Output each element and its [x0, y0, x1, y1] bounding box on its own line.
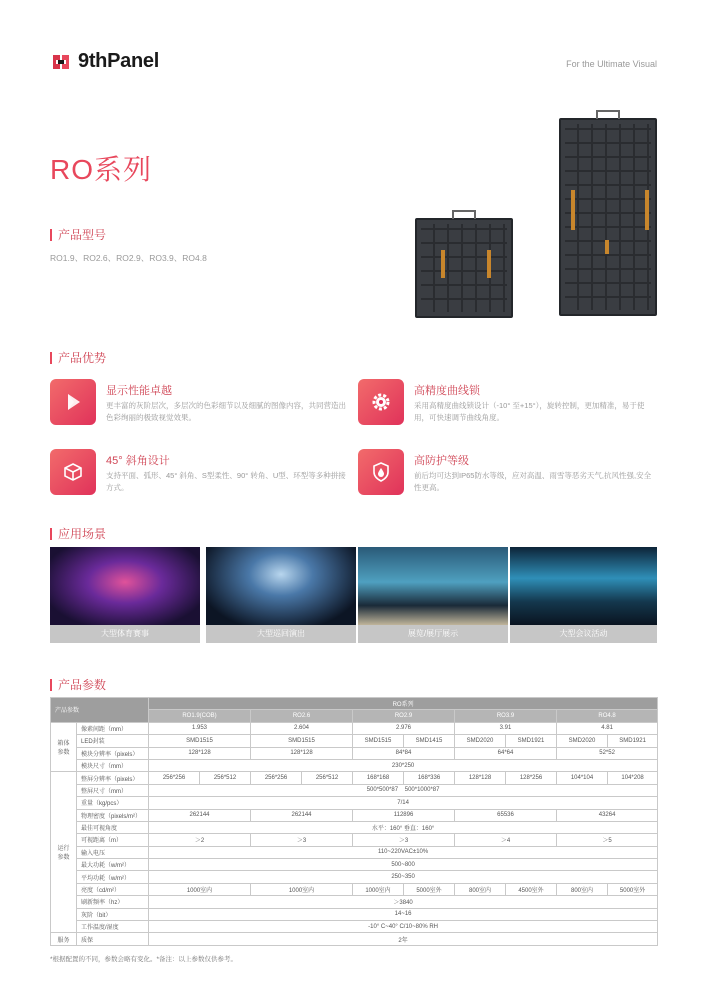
table-corner: 产品参数 — [51, 698, 149, 723]
feature-protection — [358, 449, 658, 495]
table-cell: 3.91 — [455, 722, 557, 734]
section-models-label: 产品型号 — [58, 228, 107, 242]
scene-concert — [206, 547, 356, 643]
table-cell: 128*128 — [455, 772, 506, 784]
section-params-label: 产品参数 — [58, 678, 107, 692]
section-advantages-heading — [50, 349, 106, 366]
table-cell: 65536 — [455, 809, 557, 821]
table-cell: 1000室内 — [251, 883, 353, 895]
table-cell: 1.953 — [149, 722, 251, 734]
brand-name: 9thPanel — [78, 50, 159, 72]
table-cell: SMD2020 — [455, 735, 506, 747]
table-cell: 2年 — [149, 933, 658, 945]
group-cabinet-label: 箱体 参数 — [51, 722, 77, 772]
row-label: LED封装 — [77, 735, 149, 747]
table-cell: 262144 — [251, 809, 353, 821]
row-label: 像素间距（mm） — [77, 722, 149, 734]
feature-title: 高精度曲线锁 — [414, 385, 480, 397]
feature-title: 高防护等级 — [414, 455, 469, 467]
row-label: 工作温度/湿度 — [77, 921, 149, 933]
table-cell: ＞3 — [353, 834, 455, 846]
table-cell: 800室内 — [557, 883, 608, 895]
scene-conference — [510, 547, 657, 643]
table-cell: ＞4 — [455, 834, 557, 846]
row-label: 模块分辨率（pixels） — [77, 747, 149, 759]
feature-display — [50, 379, 350, 425]
spec-table — [50, 697, 658, 946]
model-header: RO1.9(COB) — [149, 710, 251, 722]
feature-desc: 采用高精度曲线锁设计（-10° 至+15°），旋转控制，更加精准，易于使用，可快速调节曲线角度。 — [414, 401, 645, 422]
table-cell: 256*512 — [200, 772, 251, 784]
tagline: For the Ultimate Visual — [566, 59, 657, 69]
cab-size-1000: 500*1000*87 — [404, 787, 440, 794]
table-cell: 256*256 — [149, 772, 200, 784]
table-cell: 128*256 — [506, 772, 557, 784]
row-label: 刷新频率（hz） — [77, 896, 149, 908]
table-cell: 128*128 — [149, 747, 251, 759]
table-cell: SMD1515 — [149, 735, 251, 747]
feature-desc: 更丰富的灰阶层次，多层次的色彩细节以及细腻的图像内容，共同营造出色彩绚丽的极致视觉效果。 — [106, 401, 346, 422]
scene-caption: 大型体育赛事 — [50, 625, 200, 643]
series-title: RO系列 — [50, 154, 153, 185]
table-cell: -10° C~40° C/10~80% RH — [149, 921, 658, 933]
model-header: RO3.9 — [455, 710, 557, 722]
scene-image — [50, 547, 200, 625]
scene-image — [358, 547, 508, 625]
scene-image — [206, 547, 356, 625]
table-cell: 256*256 — [251, 772, 302, 784]
table-cell: 800室内 — [455, 883, 506, 895]
table-cell: 2.976 — [353, 722, 455, 734]
table-cell: 262144 — [149, 809, 251, 821]
model-header: RO4.8 — [557, 710, 658, 722]
table-cell: SMD1921 — [608, 735, 658, 747]
table-cell: 43264 — [557, 809, 658, 821]
table-cell: 7/14 — [149, 797, 658, 809]
table-cell: 4.81 — [557, 722, 658, 734]
row-label: 重量（kg/pcs） — [77, 797, 149, 809]
table-cell: SMD1415 — [404, 735, 455, 747]
table-cell: 230*250 — [149, 759, 658, 771]
table-cell: 128*128 — [251, 747, 353, 759]
group-service-label: 服务 — [51, 933, 77, 945]
cabinet-large-handle — [596, 110, 620, 119]
cabinet-small-handle — [452, 210, 476, 219]
row-label: 可视距离（m） — [77, 834, 149, 846]
table-cell: ＞3840 — [149, 896, 658, 908]
scene-caption: 大型会议活动 — [510, 625, 657, 643]
table-cell: 水平：160° 垂直：160° — [149, 821, 658, 833]
cabinet-large-image — [559, 118, 657, 316]
section-scenes-label: 应用场景 — [58, 527, 107, 541]
table-cell: ＞2 — [149, 834, 251, 846]
row-label: 质保 — [77, 933, 149, 945]
table-cell: SMD1515 — [251, 735, 353, 747]
row-label: 灰阶（bit） — [77, 908, 149, 920]
feature-bevel — [50, 449, 350, 495]
table-cell: 110~220VAC±10% — [149, 846, 658, 858]
feature-desc: 支持平面、弧形、45° 斜角、S型柔性、90° 转角、U型、环型等多种拼接方式。 — [106, 471, 346, 492]
cab-size-500: 500*500*87 — [366, 787, 399, 794]
row-label: 整屏尺寸（mm） — [77, 784, 149, 796]
logo-mark-icon — [50, 51, 72, 73]
table-cell: 250~350 — [149, 871, 658, 883]
table-cell: 14~16 — [149, 908, 658, 920]
scene-image — [510, 547, 657, 625]
table-cell: 84*84 — [353, 747, 455, 759]
table-cell: 168*168 — [353, 772, 404, 784]
shield-icon — [358, 449, 404, 495]
section-params-heading — [50, 676, 106, 693]
table-cell: 112896 — [353, 809, 455, 821]
section-models-heading — [50, 226, 106, 243]
feature-desc: 前后均可达到IP65防水等级，应对高温、雨雪等恶劣天气,抗风性强,安全性更高。 — [414, 471, 652, 492]
table-cell: ＞5 — [557, 834, 658, 846]
table-cell: 168*336 — [404, 772, 455, 784]
table-cell: 64*64 — [455, 747, 557, 759]
table-series: RO系列 — [149, 698, 658, 710]
table-cell: 4500室外 — [506, 883, 557, 895]
section-scenes-heading — [50, 525, 106, 542]
table-cell: 500~800 — [149, 859, 658, 871]
triangle-prism-icon — [50, 379, 96, 425]
model-header: RO2.9 — [353, 710, 455, 722]
table-cell: 1000室内 — [149, 883, 251, 895]
table-cell: 256*512 — [302, 772, 353, 784]
row-label: 平均功耗（w/m²） — [77, 871, 149, 883]
row-label: 输入电压 — [77, 846, 149, 858]
scene-caption: 大型巡回演出 — [206, 625, 356, 643]
section-advantages-label: 产品优势 — [58, 351, 107, 365]
table-cell: 5000室外 — [404, 883, 455, 895]
table-cell: 5000室外 — [608, 883, 658, 895]
gear-icon — [358, 379, 404, 425]
table-cell: 2.604 — [251, 722, 353, 734]
row-label: 物理密度（pixels/m²） — [77, 809, 149, 821]
table-cell: 1000室内 — [353, 883, 404, 895]
row-label: 最佳可视角度 — [77, 821, 149, 833]
scene-sports — [50, 547, 200, 643]
model-header: RO2.6 — [251, 710, 353, 722]
table-cell: 52*52 — [557, 747, 658, 759]
heading-bar — [50, 229, 52, 241]
table-cell: SMD1515 — [353, 735, 404, 747]
group-running-label: 运行 参数 — [51, 772, 77, 933]
footnote: *根据配置的不同，参数会略有变化。*备注：以上参数仅供参考。 — [50, 956, 238, 963]
feature-title: 显示性能卓越 — [106, 385, 172, 397]
table-cell: SMD2020 — [557, 735, 608, 747]
heading-bar — [50, 352, 52, 364]
table-cell — [149, 784, 658, 796]
row-label: 模块尺寸（mm） — [77, 759, 149, 771]
feature-curve-lock — [358, 379, 658, 425]
row-label: 整屏分辨率（pixels） — [77, 772, 149, 784]
scene-caption: 展览/展厅展示 — [358, 625, 508, 643]
models-list: RO1.9、RO2.6、RO2.9、RO3.9、RO4.8 — [50, 253, 207, 263]
cube-icon — [50, 449, 96, 495]
feature-title: 45° 斜角设计 — [106, 455, 170, 467]
brand-logo — [50, 50, 159, 73]
cabinet-small-image — [415, 218, 513, 318]
heading-bar — [50, 679, 52, 691]
table-cell: 104*104 — [557, 772, 608, 784]
table-cell: SMD1921 — [506, 735, 557, 747]
row-label: 亮度（cd/m²） — [77, 883, 149, 895]
scene-exhibition — [358, 547, 508, 643]
heading-bar — [50, 528, 52, 540]
table-cell: 104*208 — [608, 772, 658, 784]
row-label: 最大功耗（w/m²） — [77, 859, 149, 871]
table-cell: ＞3 — [251, 834, 353, 846]
